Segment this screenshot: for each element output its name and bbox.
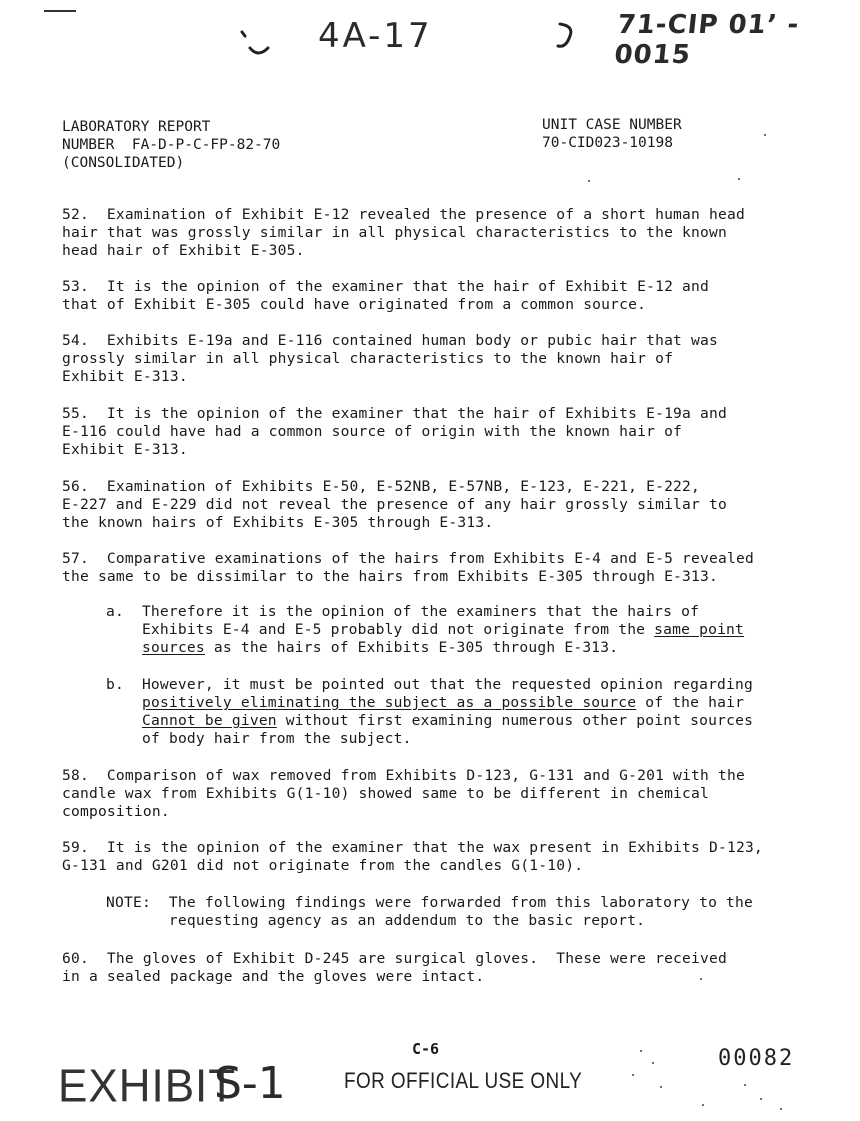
handwritten-exhibit-label: S-1 (214, 1058, 286, 1109)
scan-speck (760, 1098, 762, 1100)
paragraph-57b-line-3: Cannot be given without first examining numerous other point sources (142, 712, 754, 729)
scan-speck (640, 1050, 642, 1052)
paragraph-57b-line-4: of body hair from the subject. (142, 730, 412, 747)
paragraph-55: 55. It is the opinion of the examiner that the hair of Exhibits E-19a and E-116 could have had a common source of origin with the known hair of Exhibit E-313. (62, 405, 727, 459)
paragraph-57a-line-2: Exhibits E-4 and E-5 probably did not originate from the same point (106, 621, 745, 638)
scan-speck (738, 178, 740, 180)
scan-speck (764, 134, 766, 136)
paragraph-58: 58. Comparison of wax removed from Exhibits D-123, G-131 and G-201 with the candle wax from Exhibits G(1-10) showed same to be different in chemical composition. (62, 767, 745, 821)
paragraph-56: 56. Examination of Exhibits E-50, E-52NB, E-57NB, E-123, E-221, E-222, E-227 and E-229 did not reveal the presence of any hair grossly similar to the known hairs of Exhibits E-305 through E-313. (62, 478, 727, 532)
scan-speck (780, 1108, 782, 1110)
scan-speck (588, 180, 590, 182)
scan-speck (652, 1062, 654, 1064)
underlined-phrase: positively eliminating the subject as a possible source (142, 694, 637, 711)
paragraph-57b-line-1: b. However, it must be pointed out that the requested opinion regarding (106, 676, 754, 693)
bates-number: 00082 (718, 1046, 795, 1071)
handwritten-hook-mark-right (552, 18, 582, 58)
underlined-phrase: same point (654, 621, 745, 638)
scan-speck (702, 1104, 704, 1106)
underlined-phrase: Cannot be given (142, 712, 277, 729)
paragraph-57a-line-3: sources as the hairs of Exhibits E-305 through E-313. (142, 639, 619, 656)
paragraph-57a-line-1: a. Therefore it is the opinion of the examiners that the hairs of (106, 603, 700, 620)
paragraph-57: 57. Comparative examinations of the hairs from Exhibits E-4 and E-5 revealed the same to be dissimilar to the hairs from Exhibits E-305 through E-313. (62, 550, 754, 586)
note-paragraph: NOTE: The following findings were forwarded from this laboratory to the requesting agency as an addendum to the basic report. (106, 894, 754, 930)
unit-case-number-block: UNIT CASE NUMBER 70-CID023-10198 (542, 117, 682, 151)
paragraph-57b-line-2: positively eliminating the subject as a possible source of the hair (142, 694, 745, 711)
handwritten-hook-mark-left (236, 26, 276, 62)
paragraph-52: 52. Examination of Exhibit E-12 revealed the presence of a short human head hair that was grossly similar in all physical characteristics to the known head hair of Exhibit E-305. (62, 206, 745, 260)
paragraph-59: 59. It is the opinion of the examiner that the wax present in Exhibits D-123, G-131 and G201 did not originate from the candles G(1-10). (62, 839, 763, 875)
underlined-phrase: sources (142, 639, 205, 656)
paragraph-60: 60. The gloves of Exhibit D-245 are surgical gloves. These were received in a sealed package and the gloves were intact. (62, 950, 727, 986)
page-number: C-6 (412, 1040, 440, 1058)
scan-speck (700, 978, 702, 980)
scan-speck (744, 1084, 746, 1086)
classification-marking: FOR OFFICIAL USE ONLY (344, 1068, 583, 1093)
report-number-block: LABORATORY REPORT NUMBER FA-D-P-C-FP-82-70 (CONSOLIDATED) (62, 119, 281, 171)
paragraph-53: 53. It is the opinion of the examiner that the hair of Exhibit E-12 and that of Exhibit E-305 could have originated from a common source. (62, 278, 710, 314)
top-margin-mark (44, 10, 76, 12)
scan-speck (660, 1086, 662, 1088)
scan-speck (632, 1074, 634, 1076)
paragraph-54: 54. Exhibits E-19a and E-116 contained human body or pubic hair that was grossly similar in all physical characteristics to the known hair of Exhibit E-313. (62, 332, 718, 386)
stamped-document-id: 71-CIP 01’ - 0015 (612, 10, 801, 70)
exhibit-stamp: EXHIBIT (58, 1060, 237, 1113)
handwritten-file-number: 4A-17 (318, 16, 433, 56)
